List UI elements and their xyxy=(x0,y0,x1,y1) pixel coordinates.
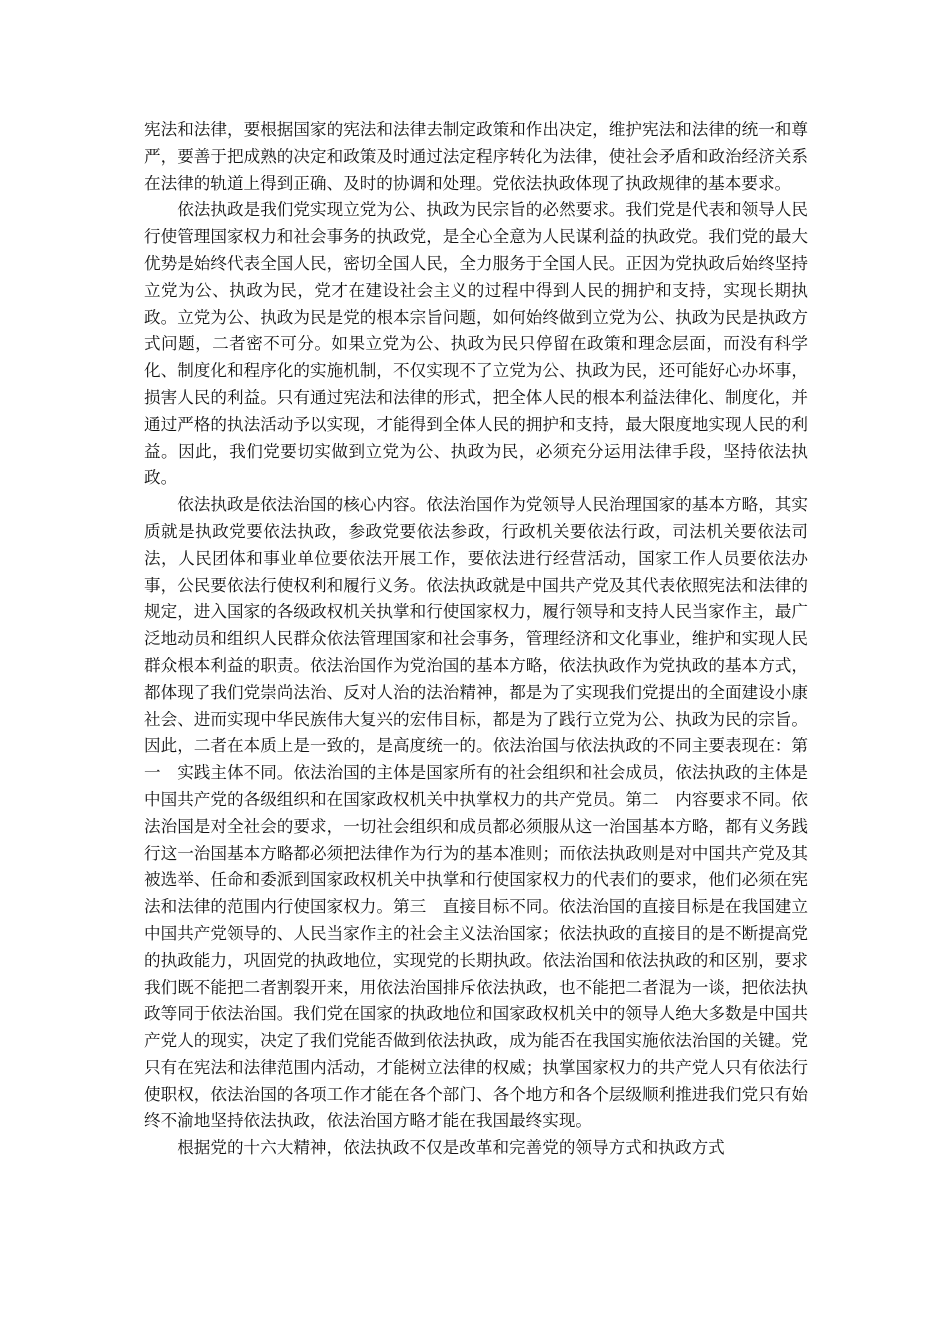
paragraph-3: 依法执政是依法治国的核心内容。依法治国作为党领导人民治理国家的基本方略，其实质就是执政党要依法执政，参政党要依法参政，行政机关要依法行政，司法机关要依法司法，人民团体和事业单位要依法开展工作，要依法进行经营活动，国家工作人员要依法办事，公民要依法行使权利和履行义务。依法执政就是中国共产党及其代表依照宪法和法律的规定，进入国家的各级政权机关执掌和行使国家权力，履行领导和支持人民当家作主，最广泛地动员和组织人民群众依法管理国家和社会事务，管理经济和文化事业，维护和实现人民群众根本利益的职责。依法治国作为党治国的基本方略，依法执政作为党执政的基本方式，都体现了我们党崇尚法治、反对人治的法治精神，都是为了实现我们党提出的全面建设小康社会、进而实现中华民族伟大复兴的宏伟目标，都是为了践行立党为公、执政为民的宗旨。因此，二者在本质上是一致的，是高度统一的。依法治国与依法执政的不同主要表现在：第一 实践主体不同。依法治国的主体是国家所有的社会组织和社会成员，依法执政的主体是中国共产党的各级组织和在国家政权机关中执掌权力的共产党员。第二 内容要求不同。依法治国是对全社会的要求，一切社会组织和成员都必须服从这一治国基本方略，都有义务践行这一治国基本方略都必须把法律作为行为的基本准则；而依法执政则是对中国共产党及其被选举、任命和委派到国家政权机关中执掌和行使国家权力的代表们的要求，他们必须在宪法和法律的范围内行使国家权力。第三 直接目标不同。依法治国的直接目标是在我国建立中国共产党领导的、人民当家作主的社会主义法治国家；依法执政的直接目的是不断提高党的执政能力，巩固党的执政地位，实现党的长期执政。依法治国和依法执政的和区别，要求我们既不能把二者割裂开来，用依法治国排斥依法执政，也不能把二者混为一谈，把依法执政等同于依法治国。我们党在国家的执政地位和国家政权机关中的领导人绝大多数是中国共产党人的现实，决定了我们党能否做到依法执政，成为能否在我国实施依法治国的关键。党只有在宪法和法律范围内活动，才能树立法律的权威；执掌国家权力的共产党人只有依法行使职权，依法治国的各项工作才能在各个部门、各个地方和各个层级顺利推进我们党只有始终不渝地坚持依法执政，依法治国方略才能在我国最终实现。 xyxy=(144,495,808,1131)
paragraph-4: 根据党的十六大精神，依法执政不仅是改革和完善党的领导方式和执政方式 xyxy=(177,1138,725,1158)
paragraph-1: 宪法和法律，要根据国家的宪法和法律去制定政策和作出决定，维护宪法和法律的统一和尊严，要善于把成熟的决定和政策及时通过法定程序转化为法律，使社会矛盾和政治经济关系在法律的轨道上得到正确、及时的协调和处理。党依法执政体现了执政规律的基本要求。 xyxy=(144,120,808,193)
document-page xyxy=(144,117,808,1162)
paragraph-2: 依法执政是我们党实现立党为公、执政为民宗旨的必然要求。我们党是代表和领导人民行使管理国家权力和社会事务的执政党，是全心全意为人民谋利益的执政党。我们党的最大优势是始终代表全国人民，密切全国人民，全力服务于全国人民。正因为党执政后始终坚持立党为公、执政为民，党才在建设社会主义的过程中得到人民的拥护和支持，实现长期执政。立党为公、执政为民是党的根本宗旨问题，如何始终做到立党为公、执政为民是执政方式问题，二者密不可分。如果立党为公、执政为民只停留在政策和理念层面，而没有科学化、制度化和程序化的实施机制，不仅实现不了立党为公、执政为民，还可能好心办坏事，损害人民的利益。只有通过宪法和法律的形式，把全体人民的根本利益法律化、制度化，并通过严格的执法活动予以实现，才能得到全体人民的拥护和支持，最大限度地实现人民的利益。因此，我们党要切实做到立党为公、执政为民，必须充分运用法律手段，坚持依法执政。 xyxy=(144,200,808,488)
